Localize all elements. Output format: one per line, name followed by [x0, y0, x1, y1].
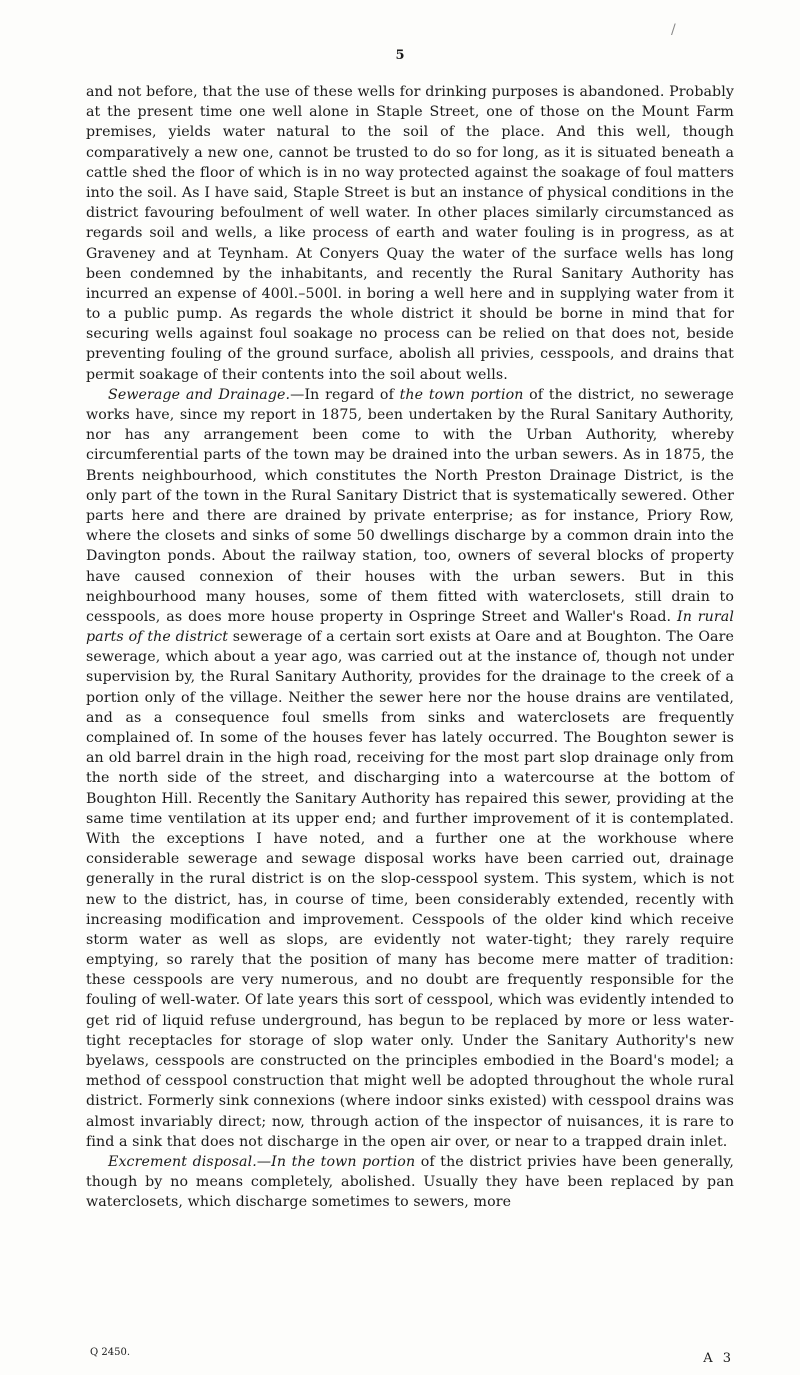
- excrement-town-portion-phrase: In the town portion: [271, 1153, 416, 1170]
- section-heading-excrement: Excrement disposal.: [108, 1153, 257, 1170]
- sheet-signature: A 3: [703, 1351, 734, 1366]
- paragraph-wells-text: and not before, that the use of these wells for drinking purposes is abandoned. Probably at the present time one well alone in Staple Street, one of those on the Mount Farm premises, yields water natural to the soil of the place. And this well, though comparatively a new one, cannot be trusted to do so for long, as it is situated beneath a cattle shed the floor of which is in no way protected against the soakage of foul matters into the soil. As I have said, Staple Street is but an instance of physical conditions in the district favouring befoulment of well water. In other places similarly circumstanced as regards soil and wells, a like process of earth and water fouling is in progress, as at Graveney and at Teynham. At Conyers Quay the water of the surface wells has long been condemned by the inhabitants, and recently the Rural Sanitary Authority has incurred an expense of 400l.–500l. in boring a well here and in supplying water from it to a public pump. As regards the whole district it should be borne in mind that for securing wells against foul soakage no process can be relied on that does not, beside preventing fouling of the ground surface, abolish all privies, cesspools, and drains that permit soakage of their contents into the soil about wells.: [86, 84, 734, 383]
- printer-signature: Q 2450.: [90, 1347, 131, 1358]
- paragraph-wells: [86, 82, 734, 385]
- sewerage-text-b: sewerage of a certain sort exists at Oare and at Boughton. The Oare sewerage, which about a year ago, was carried out at the instance of, though not under supervision by, the Rural Sanitary Authority, provides for the drainage to the creek of a portion only of the village. Neither the sewer here nor the house drains are ventilated, and as a consequence foul smells from sinks and waterclosets are frequently complained of. In some of the houses fever has lately occurred. The Boughton sewer is an old barrel drain in the high road, receiving for the most part slop drainage only from the north side of the street, and discharging into a watercourse at the bottom of Boughton Hill. Recently the Sanitary Authority has repaired this sewer, providing at the same time ventilation at its upper end; and further improvement of it is contemplated. With the exceptions I have noted, and a further one at the workhouse where considerable sewerage and sewage disposal works have been carried out, drainage generally in the rural district is on the slop-cesspool system. This system, which is not new to the district, has, in course of time, been considerably extended, recently with increasing modification and improvement. Cesspools of the older kind which receive storm water as well as slops, are evidently not water-tight; they rarely require emptying, so rarely that the position of many has become mere matter of tradition: these cesspools are very numerous, and no doubt are frequently responsible for the fouling of well-water. Of late years this sort of cesspool, which was evidently intended to get rid of liquid refuse underground, has begun to be replaced by more or less water-tight receptacles for storage of slop water only. Under the Sanitary Authority's new byelaws, cesspools are constructed on the principles embodied in the Board's model; a method of cesspool construction that might well be adopted throughout the whole rural district. Formerly sink connexions (where indoor sinks existed) with cesspool drains was almost invariably direct; now, through action of the inspector of nuisances, it is rare to find a sink that does not discharge in the open air over, or near to a trapped drain inlet.: [86, 629, 734, 1150]
- sewerage-text-a: of the district, no sewerage works have, since my report in 1875, been undertaken by the Rural Sanitary Authority, nor has any arrangement been come to with the Urban Authority, whereby circumferential parts of the town may be drained into the urban sewers. As in 1875, the Brents neighbourhood, which constitutes the North Preston Drainage District, is the only part of the town in the Rural Sanitary District that is systematically sewered. Other parts here and there are drained by private enterprise; as for instance, Priory Row, where the closets and sinks of some 50 dwellings discharge by a common drain into the Davington ponds. About the railway station, too, owners of several blocks of property have caused connexion of their houses with the urban sewers. But in this neighbourhood many houses, some of them fitted with waterclosets, still drain to cesspools, as does more house property in Ospringe Street and Waller's Road.: [86, 386, 735, 625]
- section-heading-sewerage: Sewerage and Drainage.: [108, 386, 291, 403]
- body-text: [86, 82, 734, 1213]
- excrement-text: of the district privies have been generally, though by no means completely, abolished. Usually they have been replaced by pan waterclosets, which discharge sometimes to sewers, more: [86, 1153, 734, 1211]
- page-footer: [86, 1347, 734, 1367]
- rural-parts-phrase: In rural parts of the district: [86, 608, 734, 646]
- paragraph-excrement: [86, 1152, 734, 1213]
- stray-pencil-mark: /: [671, 22, 676, 38]
- town-portion-phrase: the town portion: [399, 386, 524, 403]
- excrement-dash: —: [256, 1153, 272, 1170]
- sewerage-dash: —In regard of: [290, 386, 400, 403]
- paragraph-sewerage: [86, 385, 734, 1152]
- page-number: 5: [395, 48, 405, 63]
